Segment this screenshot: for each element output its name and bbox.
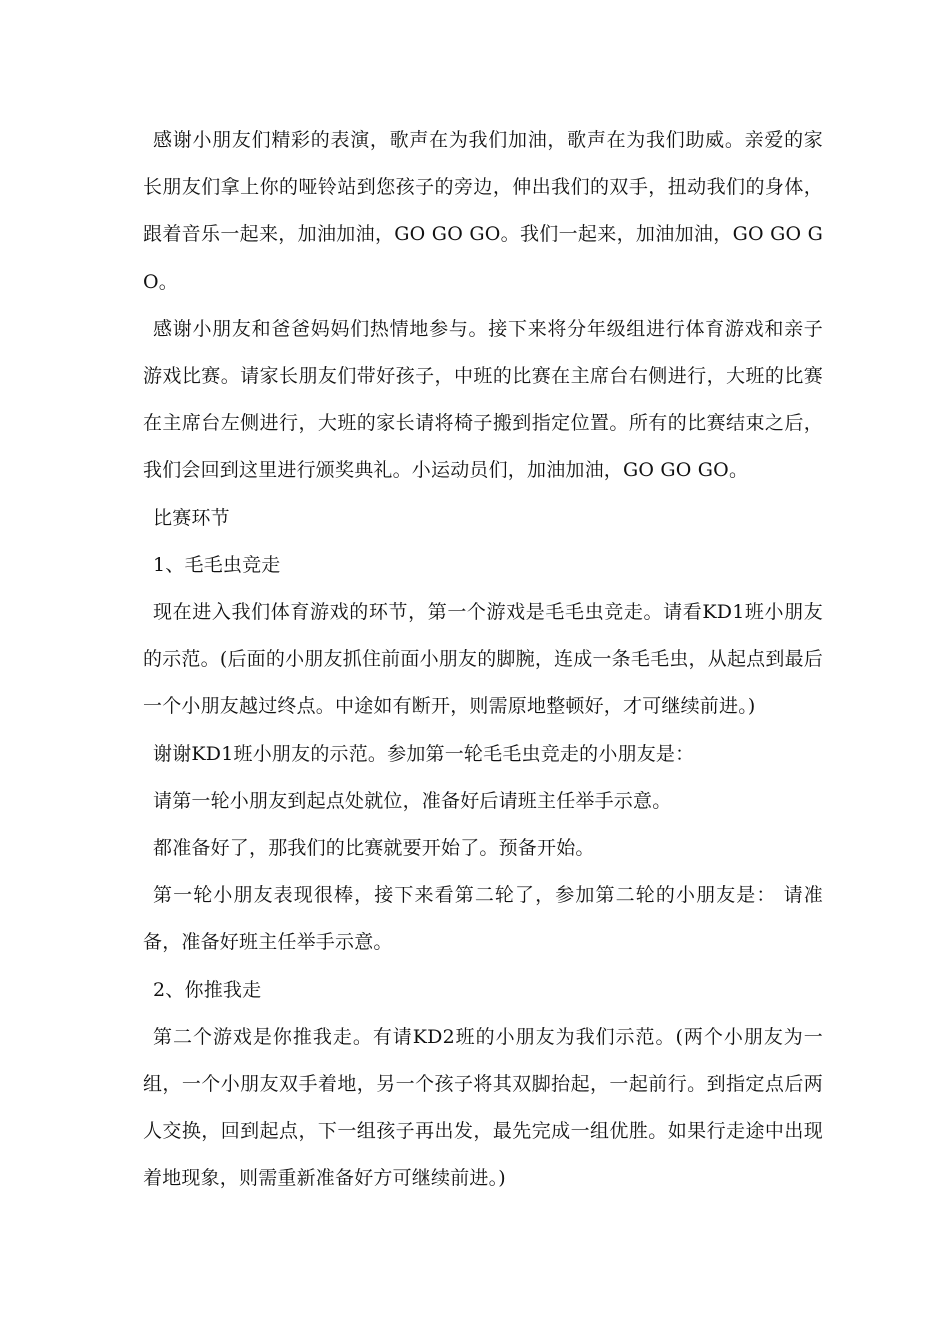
paragraph-cheer-intro: 感谢小朋友们精彩的表演，歌声在为我们加油，歌声在为我们助威。亲爱的家长朋友们拿上你的哑铃站到您孩子的旁边，伸出我们的双手，扭动我们的身体，跟着音乐一起来，加油加油，GO GO GO。我们一起来，加油加油，GO GO GO。 xyxy=(143,129,823,293)
game-heading-caterpillar: 1、毛毛虫竞走 xyxy=(153,553,281,576)
paragraph-round-two: 第一轮小朋友表现很棒，接下来看第二轮了，参加第二轮的小朋友是： 请准备，准备好班主任举手示意。 xyxy=(143,884,823,954)
paragraph-caterpillar-thanks: 谢谢KD1班小朋友的示范。参加第一轮毛毛虫竞走的小朋友是： xyxy=(153,742,695,765)
document-body xyxy=(143,117,823,1203)
paragraph-round-one-ready: 请第一轮小朋友到起点处就位，准备好后请班主任举手示意。 xyxy=(153,789,672,812)
paragraph-thanks-parents: 感谢小朋友和爸爸妈妈们热情地参与。接下来将分年级组进行体育游戏和亲子游戏比赛。请家长朋友们带好孩子，中班的比赛在主席台右侧进行，大班的比赛在主席台左侧进行，大班的家长请将椅子搬到指定位置。所有的比赛结束之后，我们会回到这里进行颁奖典礼。小运动员们，加油加油，GO GO GO。 xyxy=(143,317,823,482)
paragraph-start: 都准备好了，那我们的比赛就要开始了。预备开始。 xyxy=(153,837,595,860)
section-heading-competition: 比赛环节 xyxy=(153,506,230,529)
paragraph-push-walk-rules: 第二个游戏是你推我走。有请KD2班的小朋友为我们示范。(两个小朋友为一组，一个小朋友双手着地，另一个孩子将其双脚抬起，一起前行。到指定点后两人交换，回到起点，下一组孩子再出发，最先完成一组优胜。如果行走途中出现着地现象，则需重新准备好方可继续前进。) xyxy=(143,1025,823,1190)
paragraph-caterpillar-rules: 现在进入我们体育游戏的环节，第一个游戏是毛毛虫竞走。请看KD1班小朋友的示范。(后面的小朋友抓住前面小朋友的脚腕，连成一条毛毛虫，从起点到最后一个小朋友越过终点。中途如有断开，则需原地整顿好，才可继续前进。) xyxy=(143,601,823,718)
game-heading-push-walk: 2、你推我走 xyxy=(153,978,262,1001)
